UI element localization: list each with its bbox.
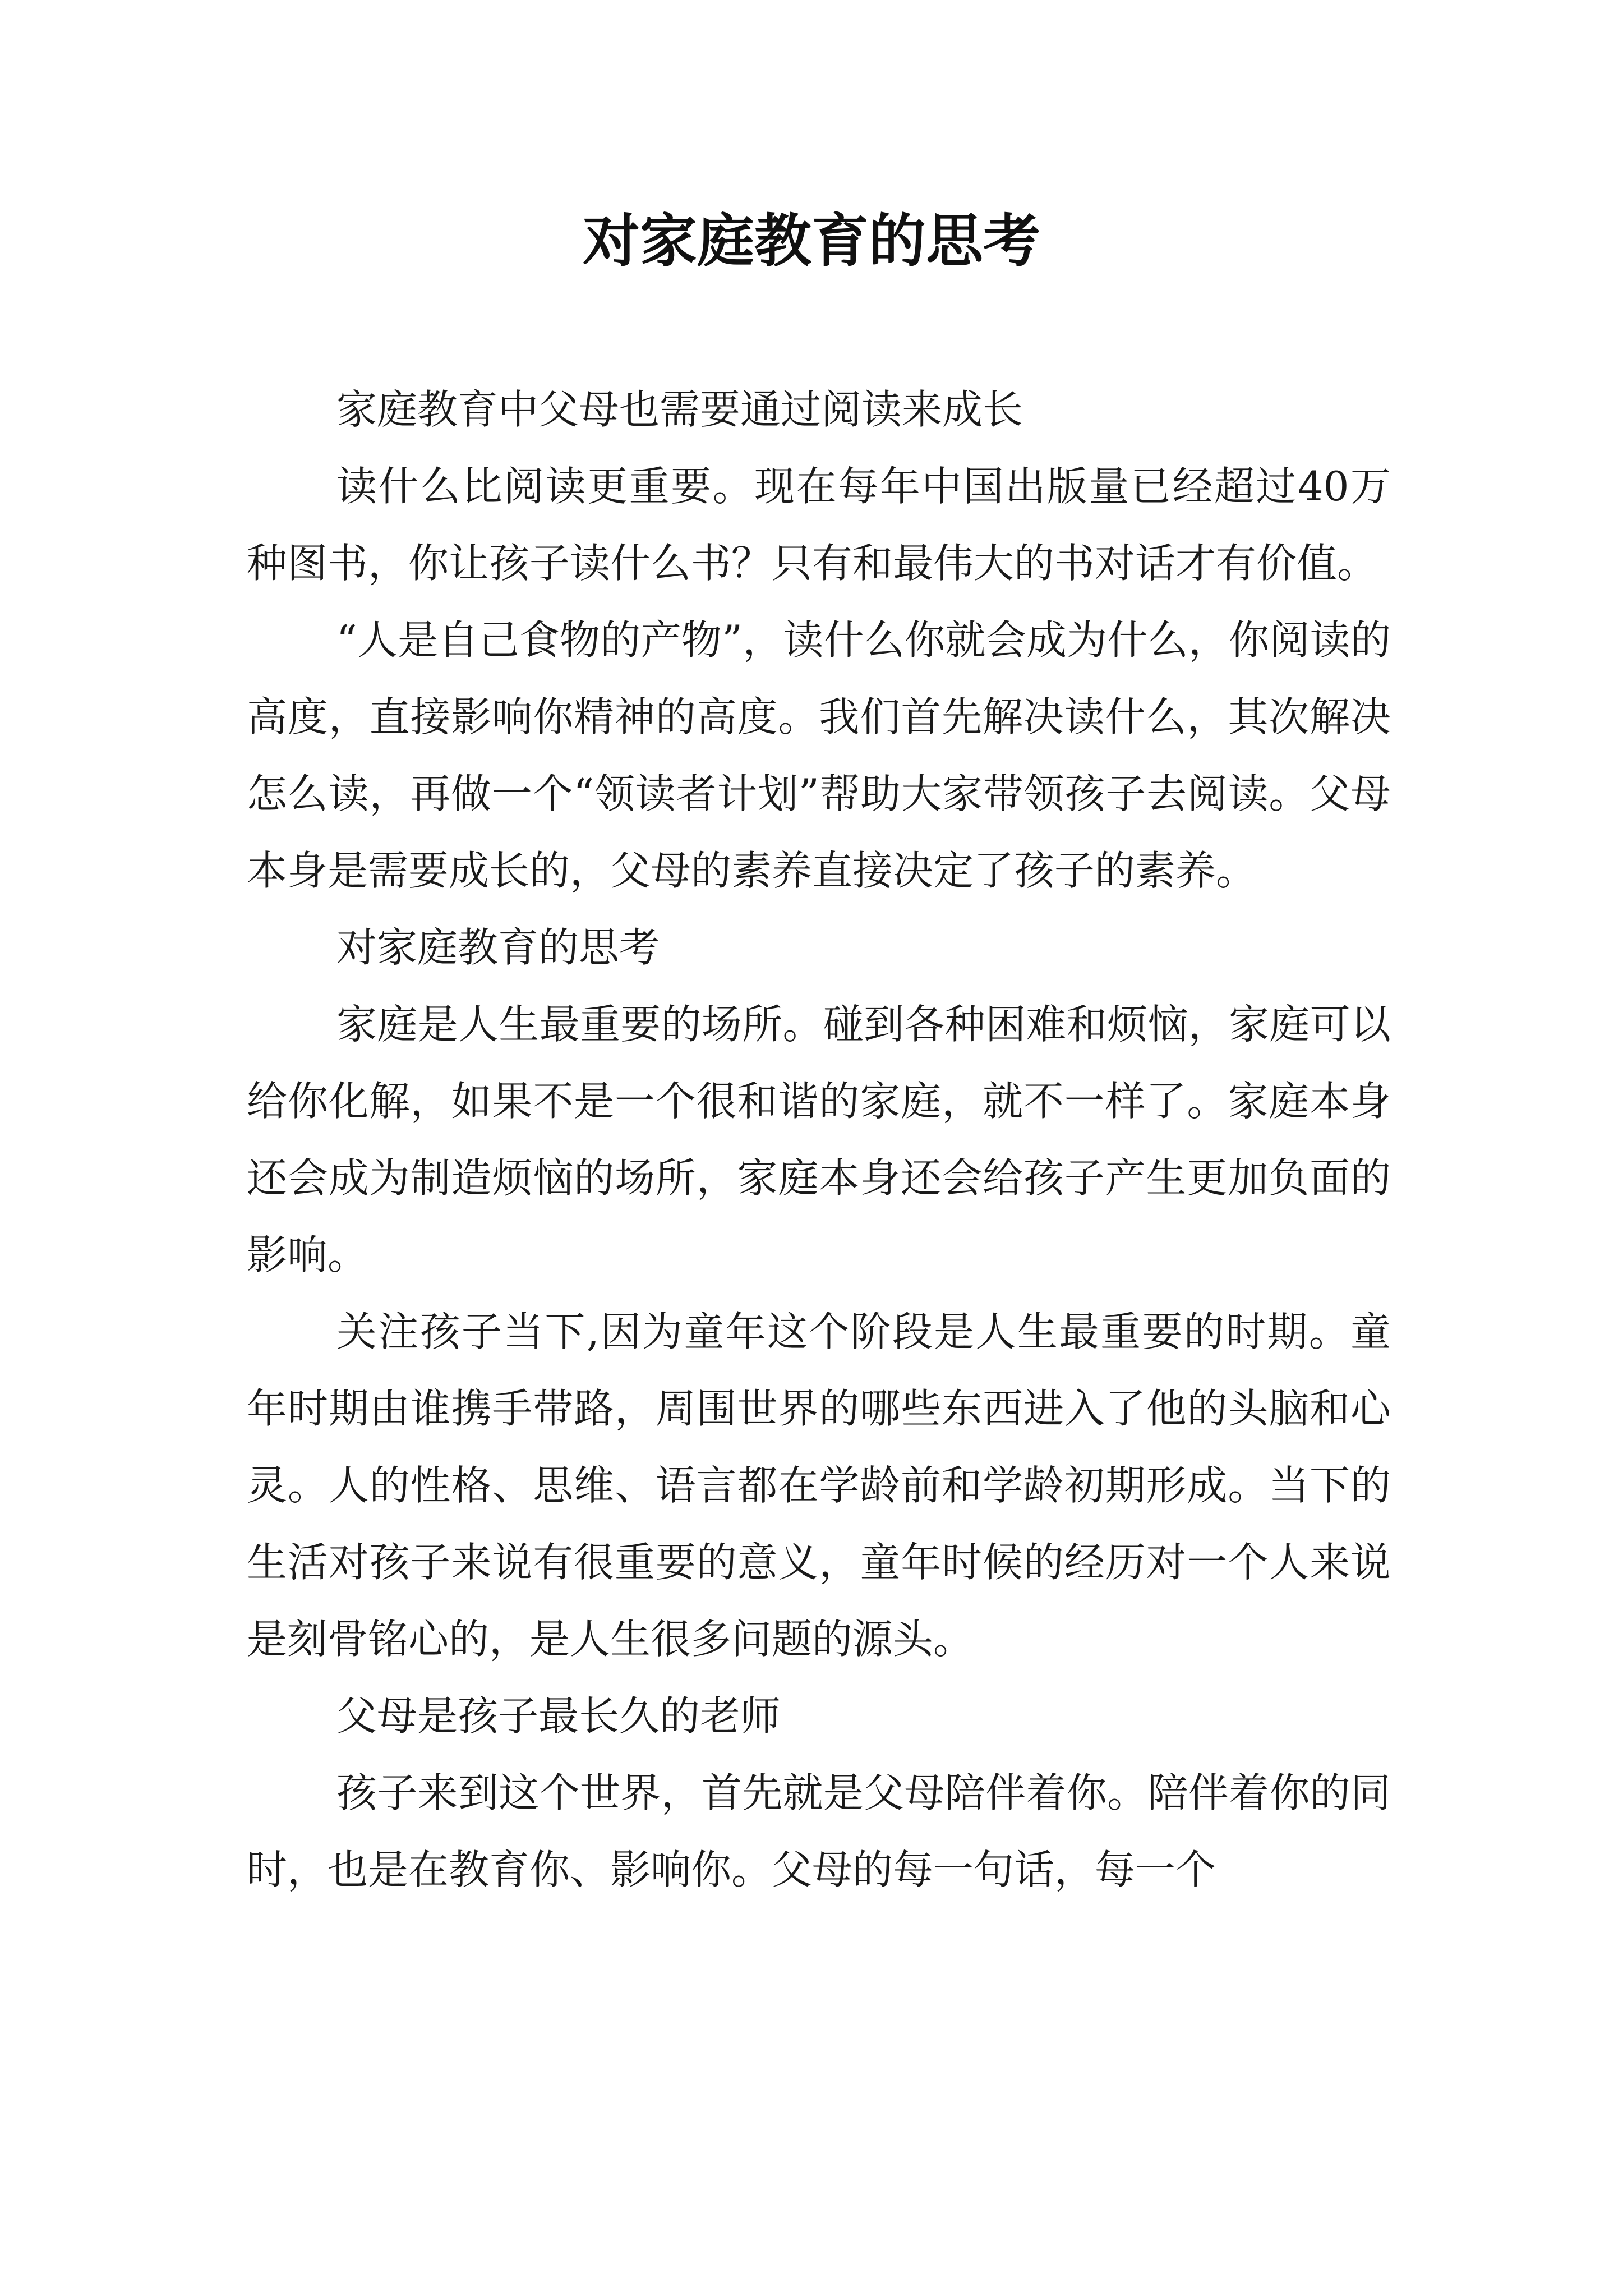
paragraph-parents-company: 孩子来到这个世界，首先就是父母陪伴着你。陪伴着你的同时，也是在教育你、影响你。父母的每一句话，每一个 — [247, 1769, 1391, 1893]
paragraph-family-place: 家庭是人生最重要的场所。碰到各种困难和烦恼，家庭可以给你化解，如果不是一个很和谐的家庭，就不一样了。家庭本身还会成为制造烦恼的场所，家庭本身还会给孩子产生更加负面的影响。 — [247, 1001, 1391, 1278]
section-heading-parents-teachers: 父母是孩子最长久的老师 — [336, 1692, 781, 1740]
section-heading-family-education: 对家庭教育的思考 — [336, 924, 660, 971]
paragraph-childhood: 关注孩子当下,因为童年这个阶段是人生最重要的时期。童年时期由谁携手带路，周围世界的哪些东西进入了他的头脑和心灵。人的性格、思维、语言都在学龄前和学龄初期形成。当下的生活对孩子来说有很重要的意义，童年时候的经历对一个人来说是刻骨铭心的，是人生很多问题的源头。 — [247, 1308, 1391, 1663]
document-body — [247, 371, 1391, 1908]
paragraph-reading-height: “人是自己食物的产物”，读什么你就会成为什么，你阅读的高度，直接影响你精神的高度。我们首先解决读什么，其次解决怎么读，再做一个“领读者计划”帮助大家带领孩子去阅读。父母本身是需要成长的，父母的素养直接决定了孩子的素养。 — [247, 616, 1391, 894]
section-heading-reading: 家庭教育中父母也需要通过阅读来成长 — [336, 386, 1023, 433]
document-title: 对家庭教育的思考 — [583, 208, 1040, 275]
paragraph-what-to-read: 读什么比阅读更重要。现在每年中国出版量已经超过40万种图书，你让孩子读什么书？只有和最伟大的书对话才有价值。 — [247, 463, 1391, 587]
